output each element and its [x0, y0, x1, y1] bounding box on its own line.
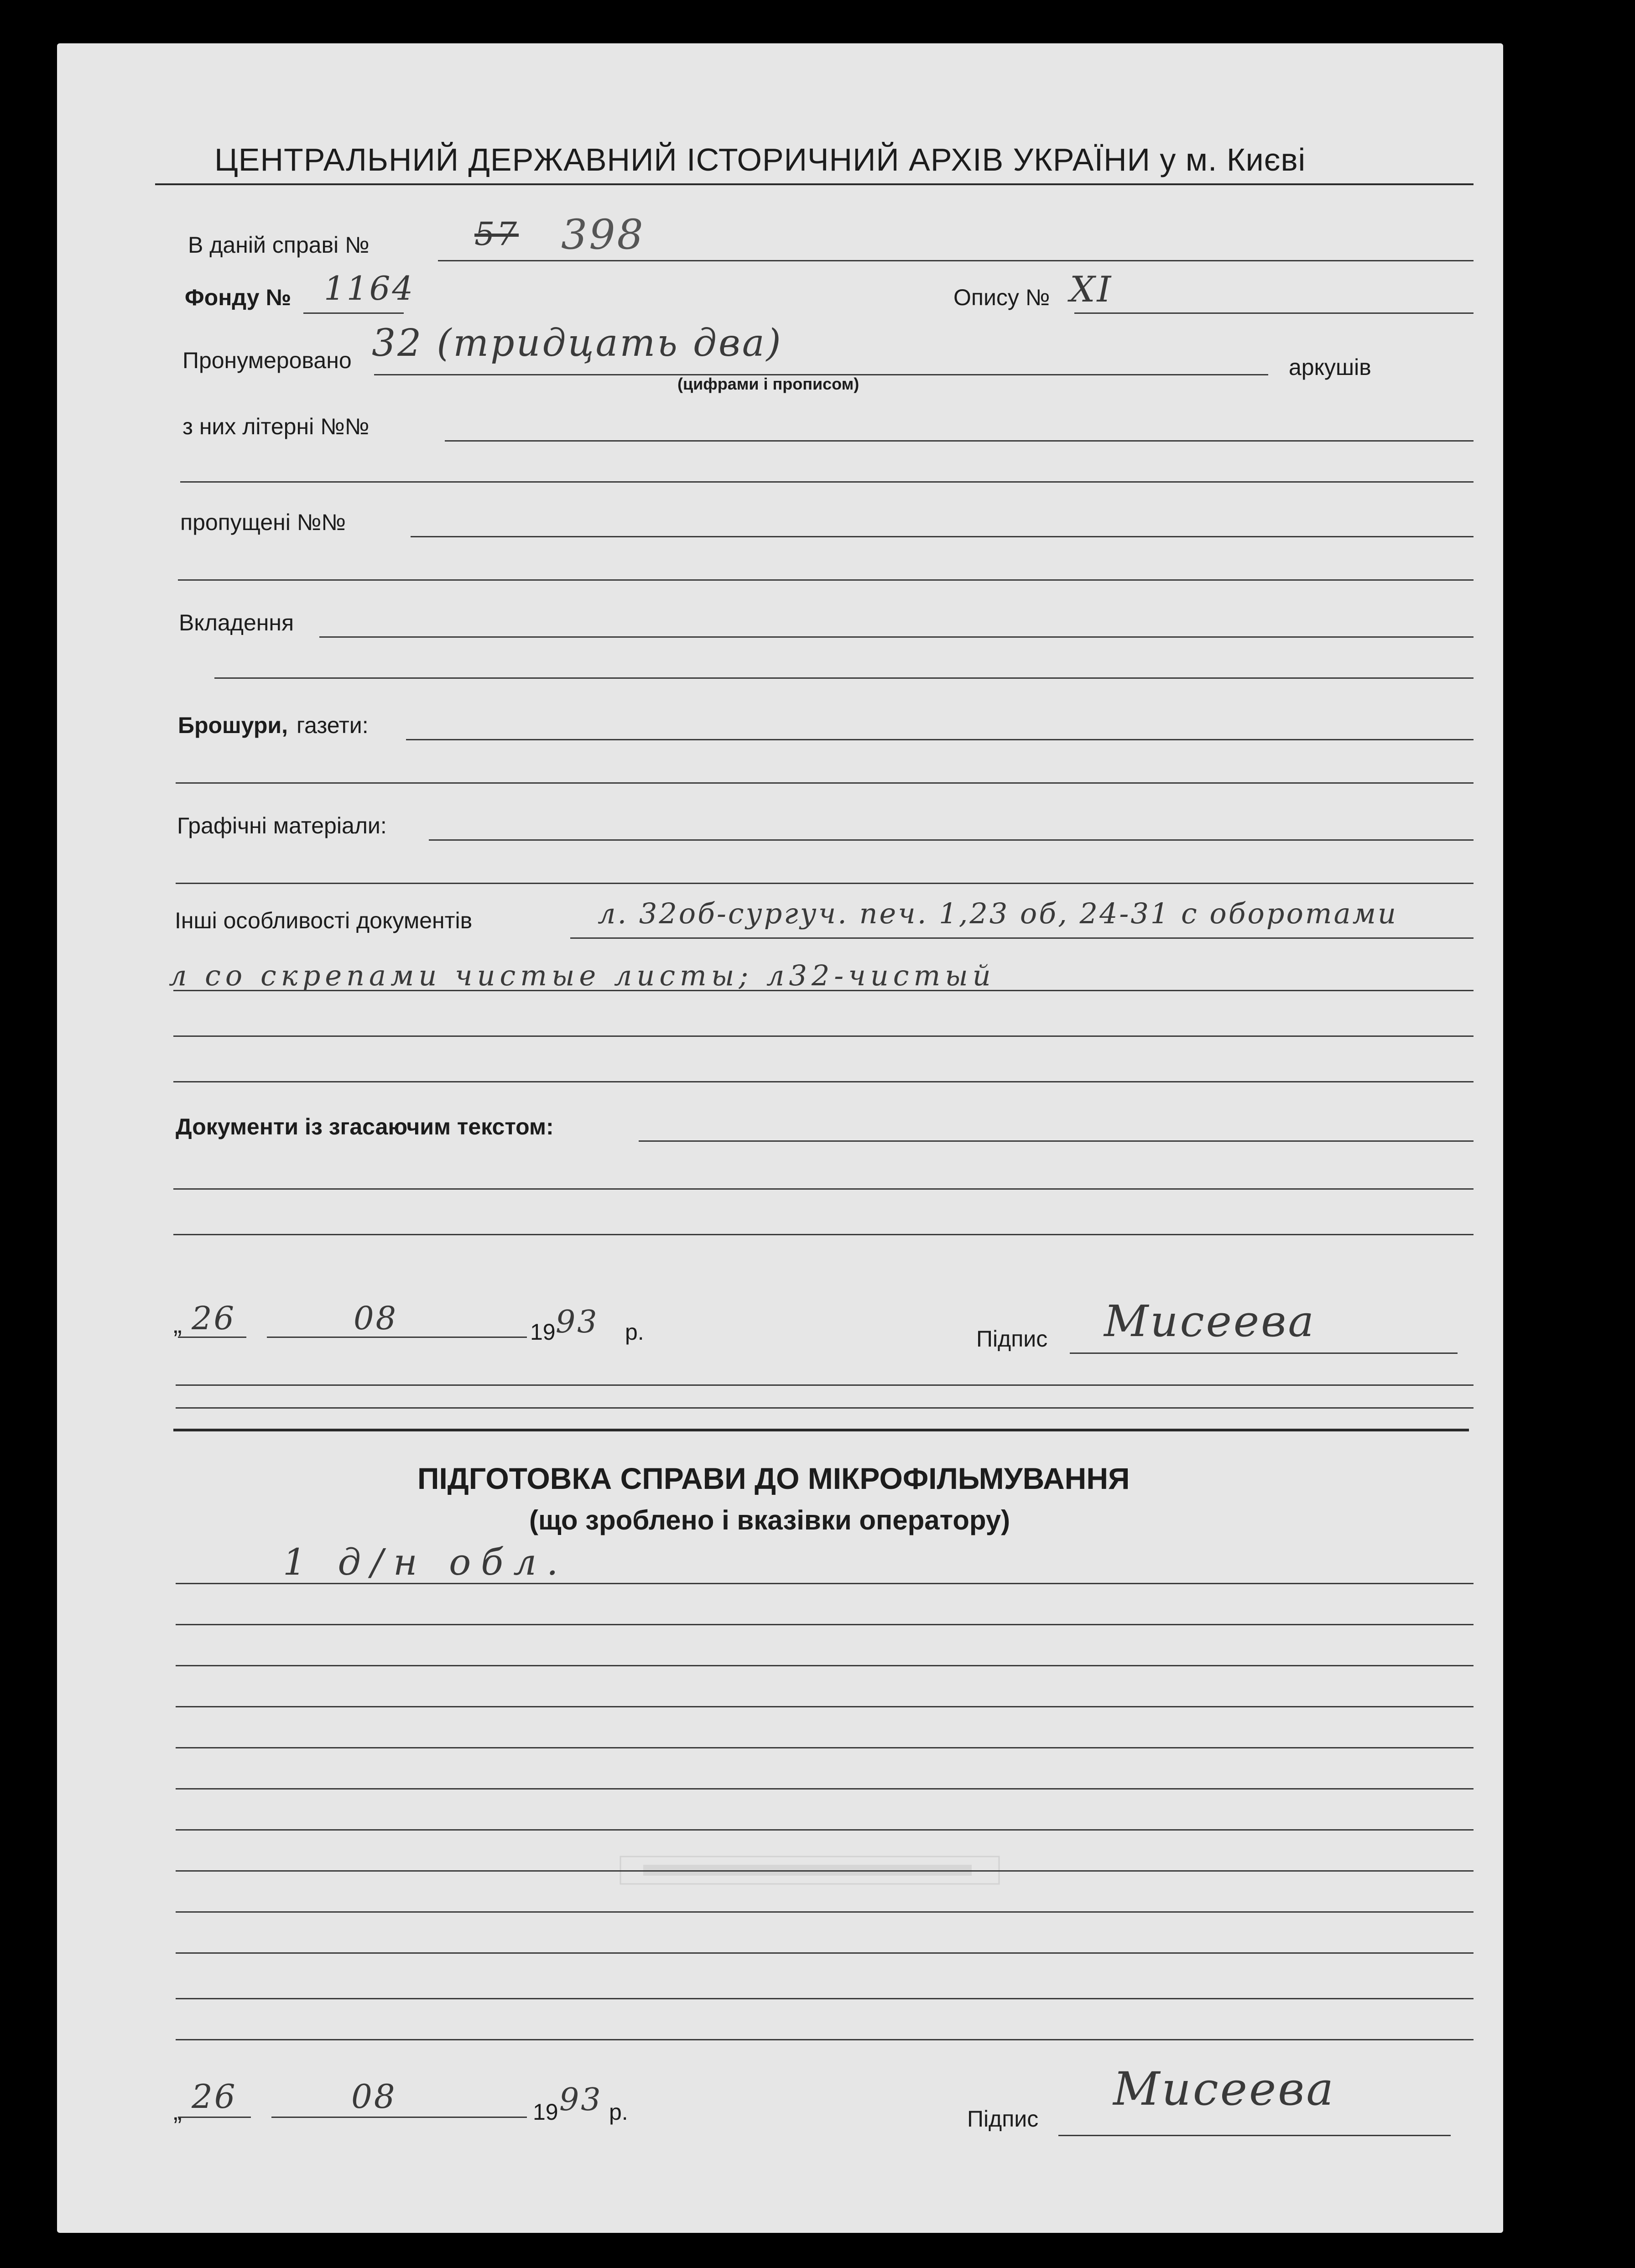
fill-line: [173, 1081, 1474, 1082]
signature-label: Підпис: [976, 1326, 1048, 1352]
fill-line: [1074, 312, 1474, 314]
opys-number: XI: [1070, 269, 1113, 310]
fond-label: Фонду №: [185, 285, 292, 310]
fill-line: [176, 782, 1474, 784]
fill-line: [176, 2039, 1474, 2040]
fill-line: [429, 839, 1474, 841]
fill-line: [176, 1624, 1474, 1625]
prep-date-quote-open: „: [173, 2096, 182, 2125]
fill-line: [570, 937, 1474, 939]
opys-label: Опису №: [953, 285, 1050, 310]
fill-line: [406, 739, 1474, 740]
date-quote-open: „: [173, 1310, 182, 1338]
fill-line: [173, 1234, 1474, 1235]
fill-line: [176, 1788, 1474, 1789]
fill-line: [639, 1140, 1474, 1142]
prep-subtitle: (що зроблено і вказівки оператору): [529, 1505, 1010, 1535]
other-note-line1: л. 32об-сургуч. печ. 1,23 об, 24-31 с оборотами: [598, 897, 1398, 930]
fill-line: [214, 677, 1474, 679]
fill-line: [176, 1952, 1474, 1954]
signature: Мисеева: [1104, 1296, 1316, 1347]
fill-line: [173, 1188, 1474, 1190]
header-rule: [155, 183, 1474, 185]
graphic-label: Графічні матеріали:: [177, 813, 387, 838]
fill-line: [178, 2117, 251, 2118]
year-unit: р.: [625, 1319, 644, 1345]
date-month: 08: [354, 1300, 398, 1337]
fill-line: [173, 990, 1474, 991]
prep-title: ПІДГОТОВКА СПРАВИ ДО МІКРОФІЛЬМУВАННЯ: [417, 1462, 1130, 1495]
fill-line: [173, 1035, 1474, 1037]
fill-line: [178, 1337, 246, 1338]
prep-year-suffix: 93: [559, 2082, 603, 2118]
archive-header: ЦЕНТРАЛЬНИЙ ДЕРЖАВНИЙ ІСТОРИЧНИЙ АРХІВ УКРАЇНИ у м. Києві: [214, 142, 1306, 177]
date-day: 26: [192, 1300, 236, 1337]
fill-line: [1058, 2135, 1451, 2136]
fill-line: [176, 883, 1474, 884]
fill-line: [176, 1911, 1474, 1913]
fill-line: [180, 481, 1474, 483]
brochures-label: Брошури,: [178, 713, 288, 738]
numbered-value: 32 (тридцать два): [372, 322, 783, 365]
prep-signature: Мисеева: [1113, 2062, 1335, 2116]
other-label: Інші особливості документів: [175, 908, 473, 933]
year-suffix: 93: [556, 1304, 599, 1340]
fill-line: [411, 536, 1474, 537]
prep-signature-label: Підпис: [967, 2106, 1039, 2132]
case-number-old: 57: [474, 215, 519, 253]
fill-line: [267, 1337, 527, 1338]
fill-line: [1070, 1352, 1458, 1354]
newspapers-label: газети:: [297, 713, 369, 738]
year-prefix: 19: [530, 1319, 556, 1345]
fill-line: [176, 1829, 1474, 1831]
fill-line: [271, 2117, 527, 2118]
numbered-hint: (цифрами і прописом): [677, 375, 859, 393]
sheets-label: аркушів: [1289, 354, 1371, 380]
prep-year-unit: р.: [609, 2099, 628, 2125]
case-label: В даній справі №: [188, 232, 370, 258]
fond-number: 1164: [324, 269, 415, 307]
prep-year-prefix: 19: [533, 2099, 558, 2125]
case-number: 398: [561, 211, 645, 259]
fill-line: [176, 1384, 1474, 1386]
fill-line: [438, 260, 1474, 261]
fill-line: [374, 374, 1268, 375]
prep-date-day: 26: [192, 2077, 237, 2116]
fill-line: [176, 1706, 1474, 1707]
missing-label: пропущені №№: [180, 510, 346, 535]
section-divider: [173, 1429, 1469, 1431]
prep-date-month: 08: [351, 2077, 397, 2116]
fill-line: [445, 440, 1474, 442]
letter-sheets-label: з них літерні №№: [182, 414, 370, 439]
fill-line: [176, 1998, 1474, 1999]
faded-text-label: Документи із згасаючим текстом:: [176, 1114, 554, 1139]
other-note-line2: л со скрепами чистые листы; л32-чистый: [169, 959, 995, 992]
fill-line: [176, 1747, 1474, 1748]
fill-line: [178, 579, 1474, 581]
numbered-label: Пронумеровано: [182, 348, 352, 373]
stamp-bleedthrough-image: [616, 1847, 1004, 1902]
prep-note: 1 д/н обл.: [283, 1541, 568, 1583]
fill-line: [176, 1665, 1474, 1666]
fill-line: [303, 312, 404, 314]
fill-line: [176, 1407, 1474, 1409]
fill-line: [319, 636, 1474, 638]
inserts-label: Вкладення: [179, 610, 294, 635]
fill-line: [176, 1870, 1474, 1872]
fill-line: [176, 1583, 1474, 1584]
